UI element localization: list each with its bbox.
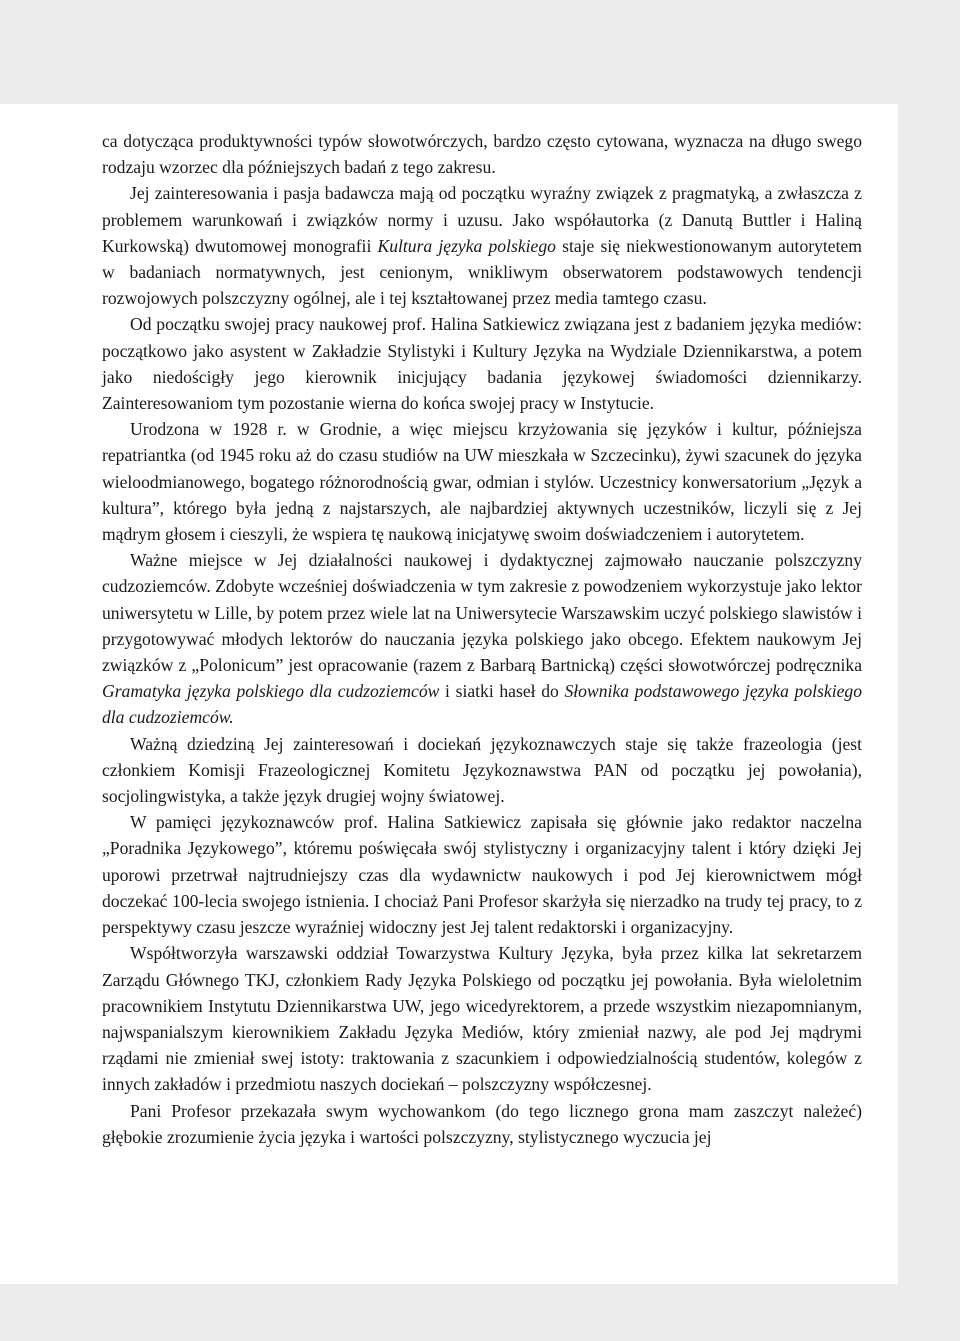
paragraph (102, 311, 862, 416)
paragraph (102, 180, 862, 311)
paragraph (102, 809, 862, 940)
paragraph (102, 940, 862, 1097)
text-run: Współtworzyła warszawski oddział Towarzystwa Kultury Języka, była przez kilka lat sekretarzem Zarządu Głównego TKJ, członkiem Rady Języka Polskiego od początku jej powołania. Była wieloletnim pracownikiem Instytutu Dziennikarstwa UW, jego wicedyrektorem, a przede wszystkim niezapomnianym, najwspanialszym kierownikiem Zakładu Języka Mediów, który zmieniał nazwy, ale pod Jej mądrymi rządami nie zmieniał swej istoty: traktowania z szacunkiem i odpowiedzialnością studentów, kolegów z innych zakładów i przedmiotu naszych dociekań – polszczyzny współczesnej. (102, 943, 862, 1095)
text-run: Ważne miejsce w Jej działalności naukowej i dydaktycznej zajmowało nauczanie polszczyzny cudzoziemców. Zdobyte wcześniej doświadczenia w tym zakresie z powodzeniem wykorzystuje jako lektor uniwersytetu w Lille, by potem przez wiele lat na Uniwersytecie Warszawskim uczyć polskiego slawistów i przygotowywać młodych lektorów do nauczania języka polskiego jako obcego. Efektem naukowym Jej związków z „Polonicum” jest opracowanie (razem z Barbarą Bartnicką) części słowotwórczej podręcznika (102, 550, 862, 676)
paragraph (102, 128, 862, 180)
text-run: i siatki haseł do (439, 681, 565, 702)
text-run: Od początku swojej pracy naukowej prof. Halina Satkiewicz związana jest z badaniem języka mediów: początkowo jako asystent w Zakładzie Stylistyki i Kultury Języka na Wydziale Dziennikarstwa, a potem jako niedościgły jego kierownik inicjujący badania językowej świadomości dziennikarzy. Zainteresowaniom tym pozostanie wierna do końca swojej pracy w Instytucie. (102, 314, 862, 414)
italic-title: Gramatyka języka polskiego dla cudzoziemców (102, 681, 440, 702)
text-run: Urodzona w 1928 r. w Grodnie, a więc miejscu krzyżowania się języków i kultur, późniejsza repatriantka (od 1945 roku aż do czasu studiów na UW mieszkała w Szczecinku), żywi szacunek do języka wieloodmianowego, bogatego różnorodnością gwar, odmian i stylów. Uczestnicy konwersatorium „Język a kultura”, którego była jedną z najstarszych, ale najbardziej aktywnych uczestników, liczyli się z Jej mądrym głosem i cieszyli, że wspiera tę naukową inicjatywę swoim doświadczeniem i autorytetem. (102, 419, 862, 545)
italic-title: Słownika podstawowego języka polskiego dla cudzoziemców. (102, 681, 862, 728)
paragraph (102, 1098, 862, 1150)
text-run: Ważną dziedziną Jej zainteresowań i dociekań językoznawczych staje się także frazeologia (jest członkiem Komisji Frazeologicznej Komitetu Językoznawstwa PAN od początku jej powołania), socjolingwistyka, a także język drugiej wojny światowej. (102, 733, 862, 807)
paragraph (102, 731, 862, 810)
text-run: Pani Profesor przekazała swym wychowankom (do tego licznego grona mam zaszczyt należeć) głębokie zrozumienie życia języka i wartości polszczyzny, stylistycznego wyczucia jej (102, 1100, 862, 1147)
paragraph (102, 416, 862, 547)
text-run: W pamięci językoznawców prof. Halina Satkiewicz zapisała się głównie jako redaktor naczelna „Poradnika Językowego”, któremu poświęcała swój stylistyczny i organizacyjny talent i który dzięki Jej uporowi przetrwał najtrudniejszy czas dla wydawnictw naukowych i pod Jej kierownictwem mógł doczekać 100-lecia swojego istnienia. I chociaż Pani Profesor skarżyła się nierzadko na trudy tej pracy, to z perspektywy czasu jeszcze wyraźniej widoczny jest Jej talent redaktorski i organizacyjny. (102, 812, 862, 938)
text-run: ca dotycząca produktywności typów słowotwórczych, bardzo często cytowana, wyznacza na długo swego rodzaju wzorzec dla późniejszych badań z tego zakresu. (102, 131, 862, 178)
paragraph (102, 547, 862, 730)
text-run: staje się niekwestionowanym autorytetem w badaniach normatywnych, jest cenionym, wnikliwym obserwatorem podstawowych tendencji rozwojowych polszczyzny ogólnej, ale i tej kształtowanej przez media tamtego czasu. (102, 235, 862, 309)
document-page (0, 104, 898, 1284)
italic-title: Kultura języka polskiego (377, 235, 556, 256)
text-run: Jej zainteresowania i pasja badawcza mają od początku wyraźny związek z pragmatyką, a zwłaszcza z problemem warunkowań i związków normy i uzusu. Jako współautorka (z Danutą Buttler i Haliną Kurkowską) dwutomowej monografii (102, 183, 862, 256)
body-text (102, 128, 862, 1150)
